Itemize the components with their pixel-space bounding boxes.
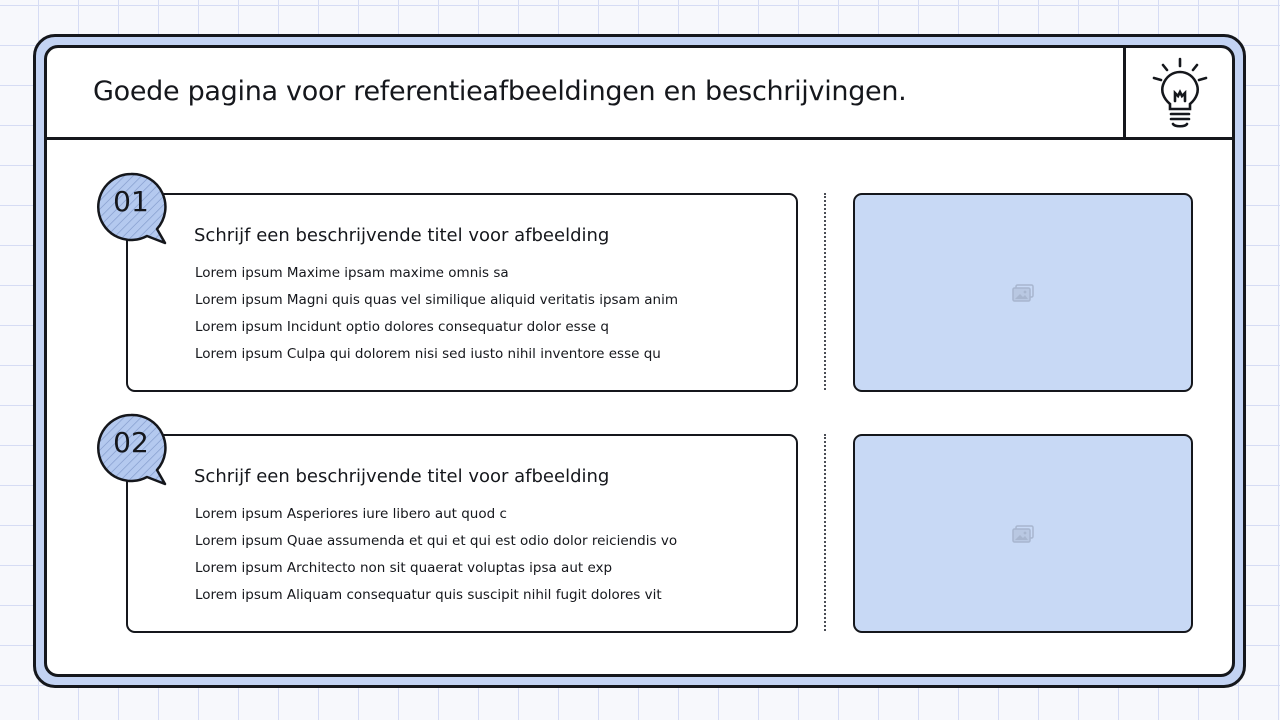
- divider: [824, 193, 826, 390]
- description-line: Lorem ipsum Maxime ipsam maxime omnis sa: [195, 265, 509, 281]
- page-title: Goede pagina voor referentieafbeeldingen en beschrijvingen.: [93, 76, 907, 107]
- icon-box: [1123, 48, 1232, 140]
- badge-number: 01: [113, 185, 149, 218]
- description-line: Lorem ipsum Incidunt optio dolores consequatur dolor esse q: [195, 319, 609, 335]
- description-card: [126, 434, 798, 633]
- number-badge: [95, 171, 169, 251]
- lightbulb-icon: [1151, 56, 1209, 132]
- header: [47, 48, 1232, 140]
- badge-number: 02: [113, 426, 149, 459]
- description-line: Lorem ipsum Asperiores iure libero aut quod c: [195, 506, 507, 522]
- description-lines: [195, 506, 677, 614]
- list-item: [47, 185, 1232, 393]
- description-line: Lorem ipsum Magni quis quas vel similique aliquid veritatis ipsam anim: [195, 292, 678, 308]
- description-line: Lorem ipsum Culpa qui dolorem nisi sed iusto nihil inventore esse qu: [195, 346, 661, 362]
- slide-frame: [33, 34, 1246, 688]
- description-line: Lorem ipsum Aliquam consequatur quis suscipit nihil fugit dolores vit: [195, 587, 662, 603]
- description-card: [126, 193, 798, 392]
- image-icon: [1012, 525, 1034, 543]
- image-placeholder[interactable]: [853, 193, 1193, 392]
- list-item: [47, 426, 1232, 634]
- description-line: Lorem ipsum Architecto non sit quaerat voluptas ipsa aut exp: [195, 560, 613, 576]
- image-placeholder[interactable]: [853, 434, 1193, 633]
- divider: [824, 434, 826, 631]
- description-line: Lorem ipsum Quae assumenda et qui et qui est odio dolor reiciendis vo: [195, 533, 678, 549]
- item-title: Schrijf een beschrijvende titel voor afbeelding: [194, 225, 610, 246]
- description-lines: [195, 265, 678, 373]
- number-badge: [95, 412, 169, 492]
- slide-card: [44, 45, 1235, 677]
- item-title: Schrijf een beschrijvende titel voor afbeelding: [194, 466, 610, 487]
- image-icon: [1012, 284, 1034, 302]
